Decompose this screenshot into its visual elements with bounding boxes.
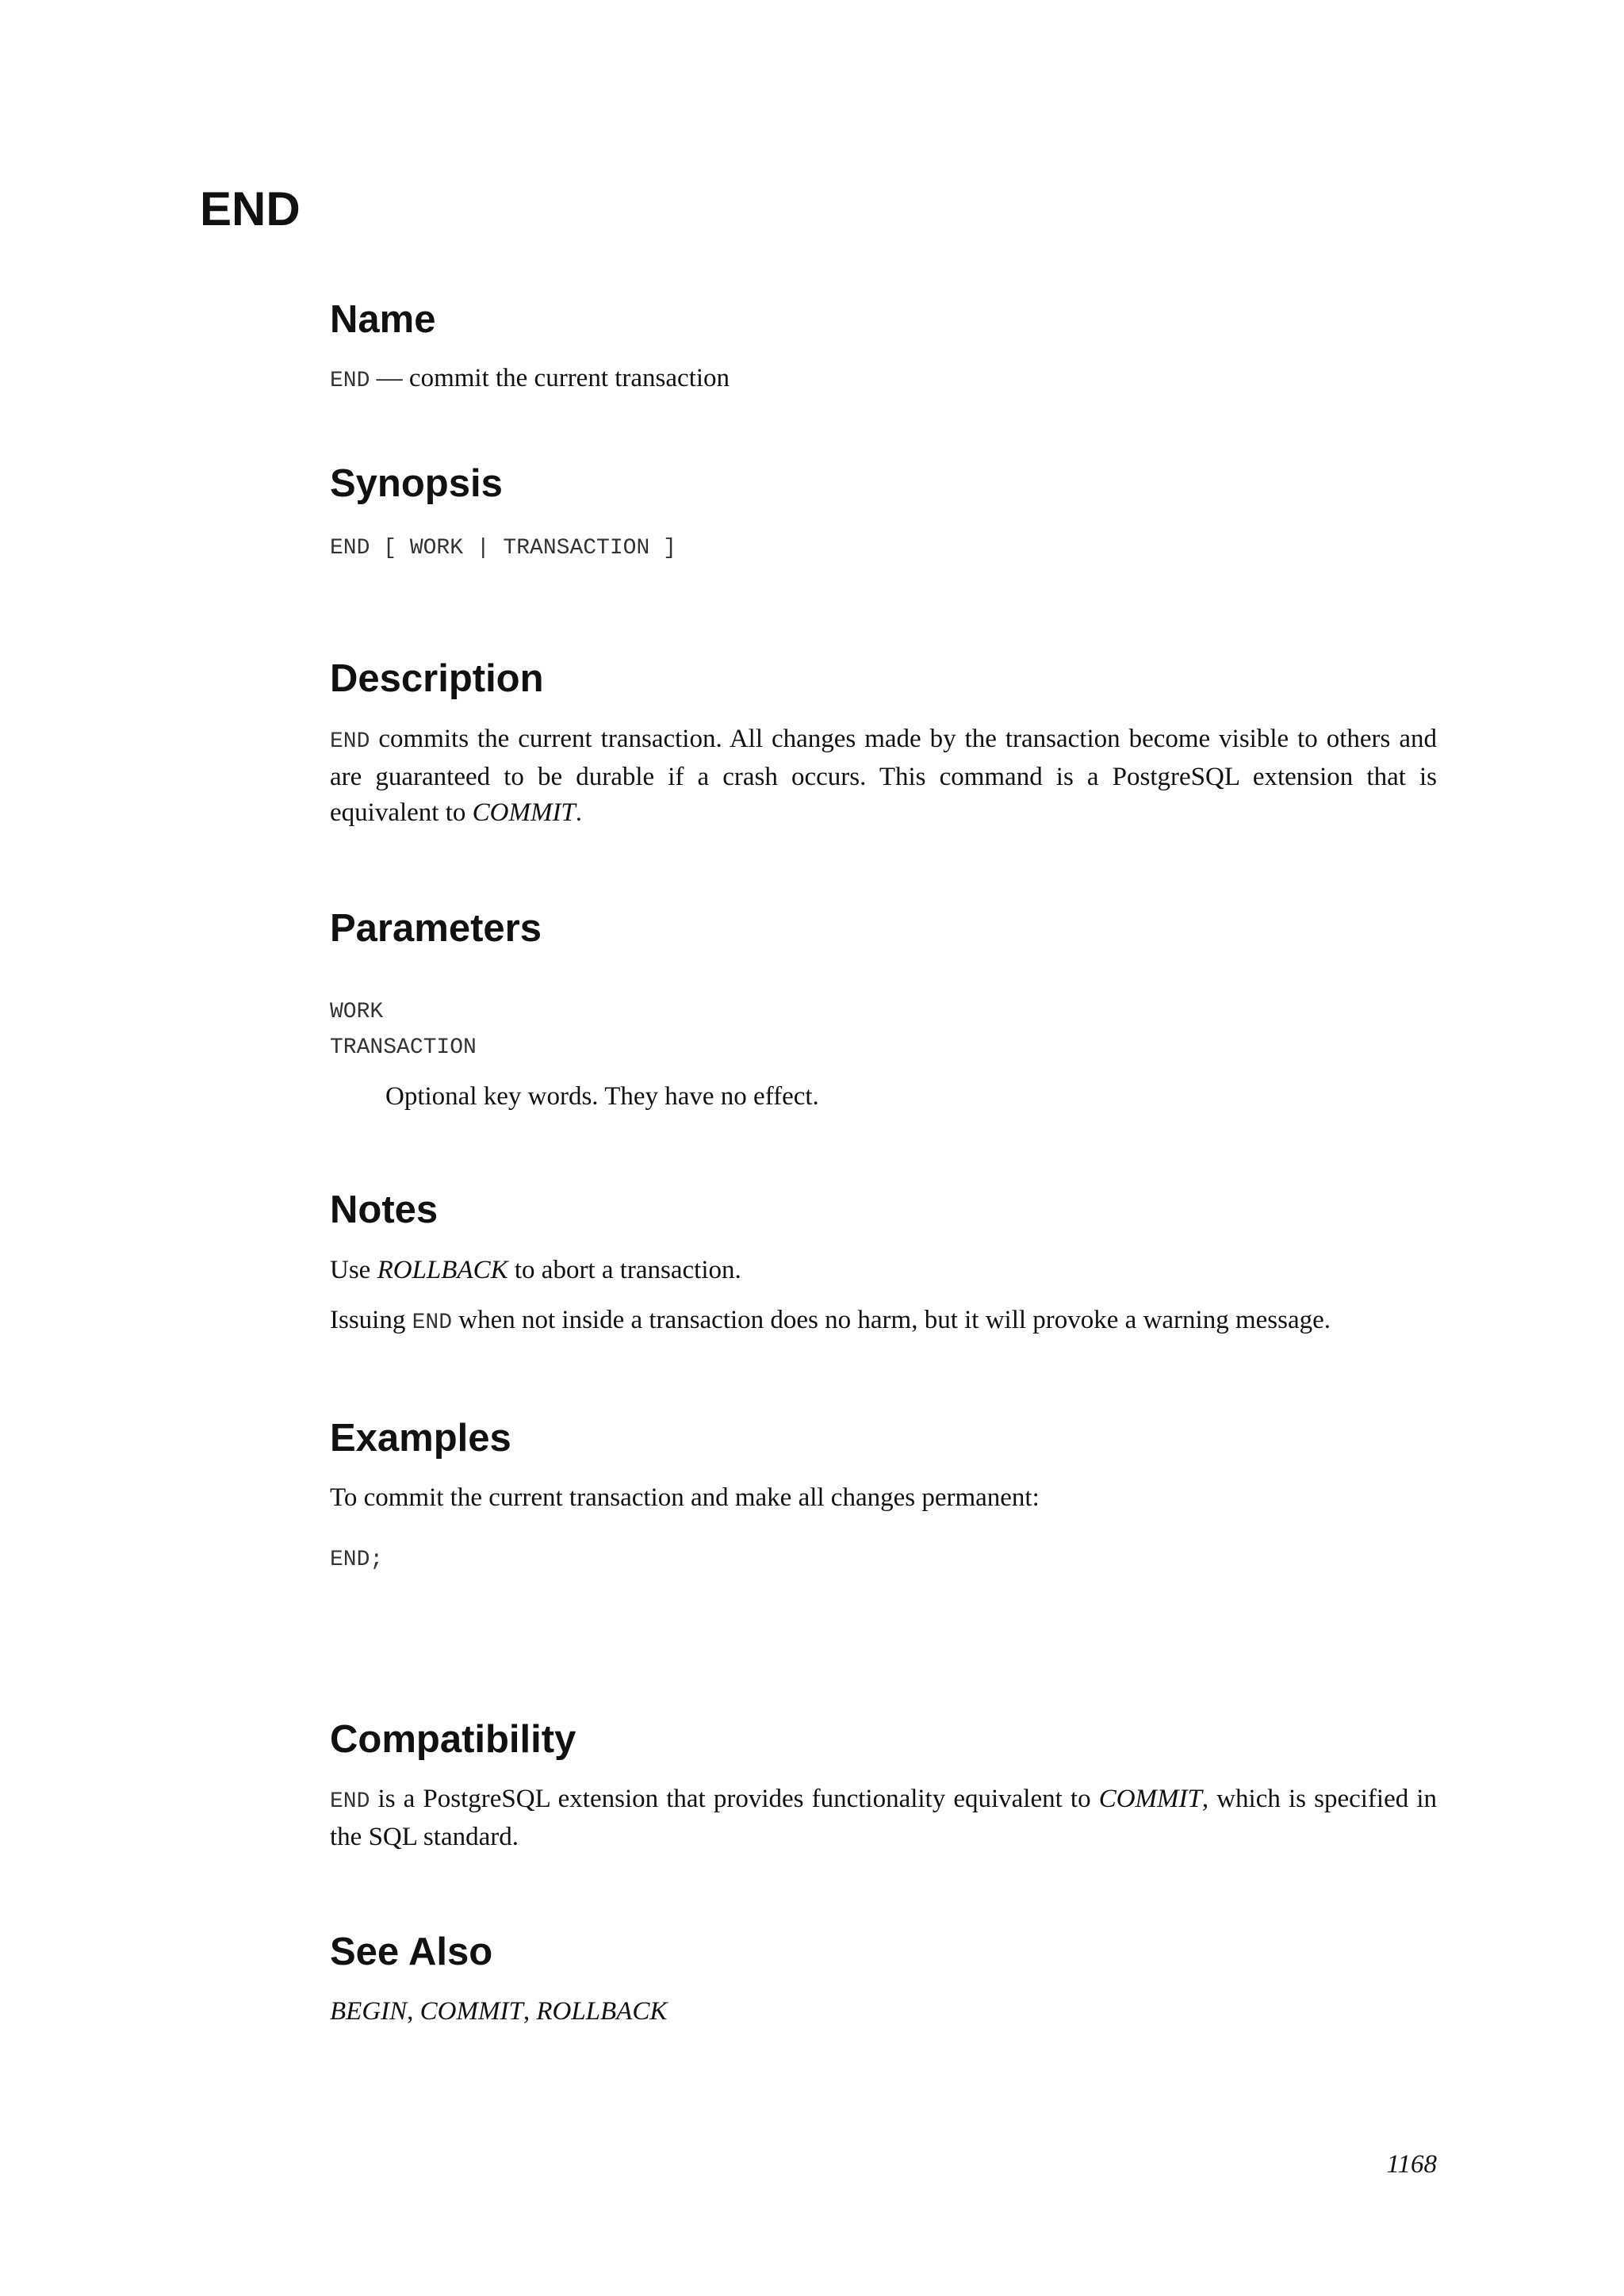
description-paragraph	[330, 721, 1437, 831]
notes-command: END	[412, 1311, 453, 1335]
param-definition: Optional key words. They have no effect.	[385, 1082, 819, 1111]
description-command: END	[330, 729, 370, 754]
notes-p1-post: to abort a transaction.	[508, 1256, 741, 1284]
examples-code: END;	[330, 1548, 384, 1572]
name-command: END	[330, 369, 370, 393]
heading-examples: Examples	[330, 1417, 511, 1460]
link-rollback[interactable]: ROLLBACK	[377, 1256, 508, 1284]
link-commit-3[interactable]: COMMIT	[419, 1997, 523, 2026]
description-end: .	[575, 798, 583, 827]
heading-description: Description	[330, 657, 544, 700]
heading-notes: Notes	[330, 1188, 439, 1231]
heading-compatibility: Compatibility	[330, 1718, 576, 1761]
description-text: commits the current transaction. All changes made by the transaction become visible to others and are guaranteed to be durable if a crash occurs. This command is a PostgreSQL extension that is equivalent to	[330, 725, 1437, 827]
compatibility-text: is a PostgreSQL extension that provides functionality equivalent to	[370, 1785, 1099, 1813]
link-rollback-2[interactable]: ROLLBACK	[536, 1997, 668, 2026]
heading-synopsis: Synopsis	[330, 462, 503, 505]
name-description: — commit the current transaction	[370, 364, 730, 392]
notes-paragraph-2	[330, 1303, 1331, 1341]
compatibility-end: , which is specified in the SQL standard.	[330, 1785, 1438, 1851]
param-term-transaction: TRANSACTION	[330, 1035, 477, 1060]
name-line	[330, 361, 730, 399]
compatibility-paragraph	[330, 1781, 1437, 1855]
link-commit[interactable]: COMMIT	[472, 798, 576, 827]
link-commit-2[interactable]: COMMIT	[1098, 1785, 1202, 1813]
heading-parameters: Parameters	[330, 907, 542, 950]
heading-name: Name	[330, 298, 436, 341]
heading-see-also: See Also	[330, 1931, 493, 1973]
notes-p2-post: when not inside a transaction does no harm, but it will provoke a warning message.	[452, 1306, 1331, 1334]
link-begin[interactable]: BEGIN	[330, 1997, 408, 2026]
see-also-links	[330, 1994, 667, 2030]
notes-paragraph-1	[330, 1253, 741, 1288]
page-number: 1168	[1386, 2150, 1437, 2179]
param-term-work: WORK	[330, 1000, 384, 1024]
page-title: END	[200, 182, 301, 235]
notes-p2-pre: Issuing	[330, 1306, 412, 1334]
separator: ,	[523, 1997, 537, 2026]
examples-text: To commit the current transaction and make all changes permanent:	[330, 1483, 1040, 1512]
notes-p1-pre: Use	[330, 1256, 377, 1284]
separator: ,	[407, 1997, 420, 2026]
compatibility-command: END	[330, 1789, 370, 1814]
synopsis-code: END [ WORK | TRANSACTION ]	[330, 536, 676, 561]
